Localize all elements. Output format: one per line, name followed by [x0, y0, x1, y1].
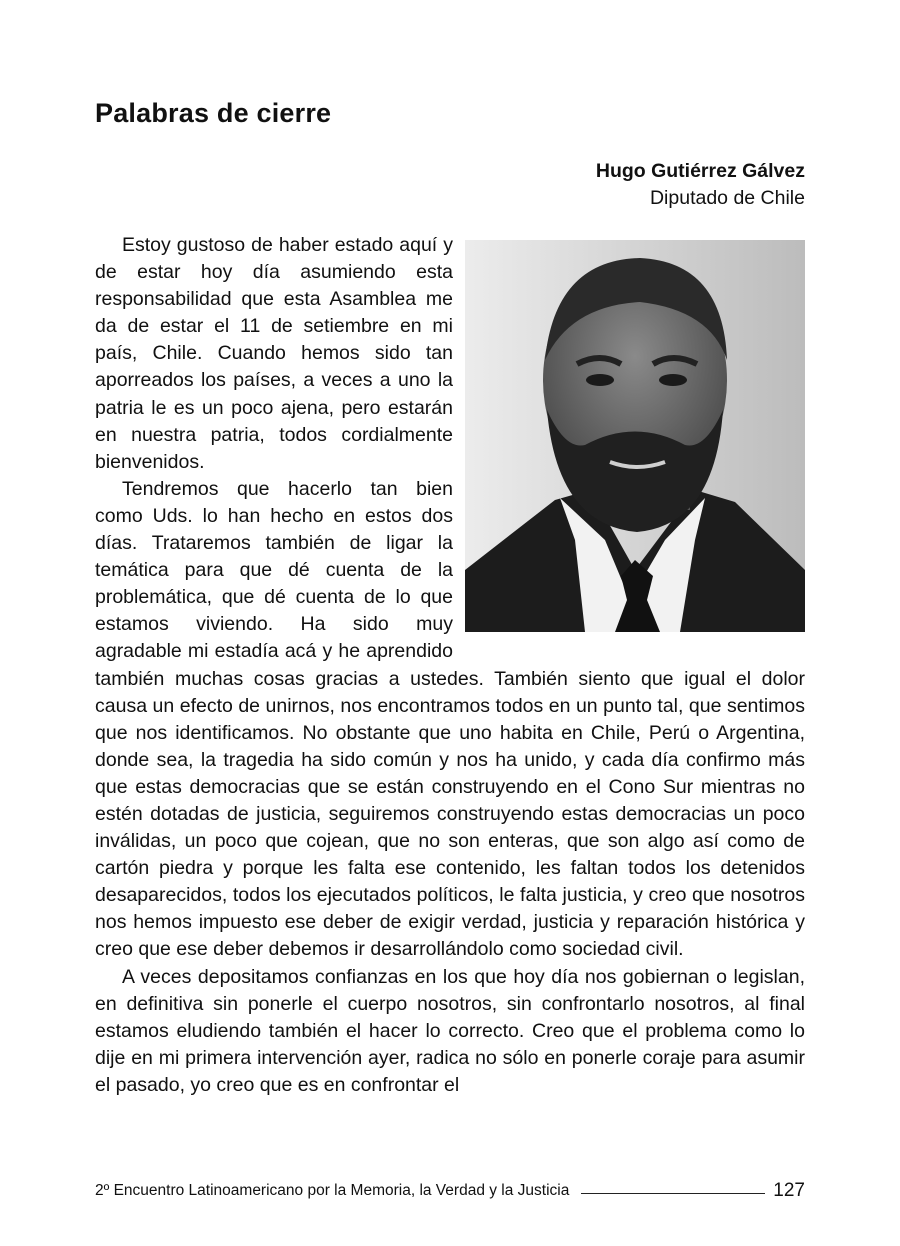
footer-publication-title: 2º Encuentro Latinoamericano por la Memoria, la Verdad y la Justicia: [95, 1182, 570, 1199]
author-role: Diputado de Chile: [649, 187, 805, 209]
paragraph: Estoy gustoso de haber estado aquí y de estar hoy día asumiendo esta responsabilidad que esta Asamblea me da de estar el 11 de setiembre en mi país, Chile. Cuando hemos sido tan aporreados los países, a veces a uno la patria le es un poco ajena, pero estarán en nuestra patria, todos cordialmente bienvenidos.: [95, 234, 453, 473]
author-block: [596, 158, 805, 212]
footer-rule: [581, 1193, 765, 1194]
page-footer: [95, 1180, 805, 1202]
photo-wrap-space: [453, 232, 805, 642]
article-body: [95, 232, 805, 1099]
paragraph: Tendremos que hacerlo tan bien como Uds. lo han hecho en estos dos días. Trataremos también de ligar la temática para que dé cuenta de la problemática, que dé cuenta de lo que estamos viviendo. Ha sido muy agradable mi estadía acá y he aprendido también muchas cosas gracias a ustedes. También siento que igual el dolor causa un efecto de unirnos, nos encontramos todos en un punto tal, que sentimos que nos identificamos. No obstante que uno habita en Chile, Perú o Argentina, donde sea, la tragedia ha sido común y nos ha unido, y cada día confirmo más que estas democracias que se están construyendo en el Cono Sur mientras no estén dotadas de justicia, seguiremos construyendo estas democracias un poco inválidas, un poco que cojean, que no son enteras, que son algo así como de cartón piedra y porque les falta ese contenido, les faltan todos los detenidos desaparecidos, todos los ejecutados políticos, le falta justicia, y creo que nosotros nos hemos impuesto ese deber de exigir verdad, justicia y reparación histórica y creo que ese deber debemos ir desarrollándolo como sociedad civil.: [95, 477, 805, 961]
page-number: 127: [773, 1180, 805, 1201]
paragraph: A veces depositamos confianzas en los que hoy día nos gobiernan o legislan, en definitiva sin ponerle el cuerpo nosotros, sin confrontarlo nosotros, al final estamos eludiendo también el hacer lo correcto. Creo que el problema como lo dije en mi primera intervención ayer, radica no sólo en ponerle coraje para asumir el pasado, yo creo que es en confrontar el: [95, 965, 805, 1096]
page-title: Palabras de cierre: [95, 98, 332, 128]
author-name: Hugo Gutiérrez Gálvez: [595, 160, 805, 182]
